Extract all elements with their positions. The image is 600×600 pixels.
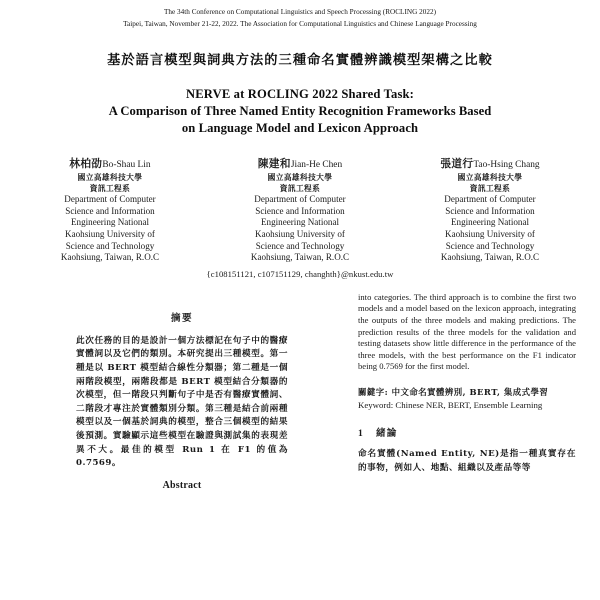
author-name-chinese-2: 陳建和: [257, 157, 291, 170]
affiliation-chinese-3-line-2: 資訊工程系: [469, 183, 511, 193]
affiliation-english-2-line-3: Engineering National: [260, 217, 340, 228]
author-name-english-2: Jian-He Chen: [290, 159, 343, 170]
affiliation-chinese-3-line-1: 國立高雄科技大學: [457, 172, 523, 182]
affiliation-english-1-line-5: Science and Technology: [65, 240, 155, 251]
conference-header-line-2: Taipei, Taiwan, November 21-22, 2022. The Association for Computational Linguistics and Chinese Language Processing: [123, 19, 477, 28]
paper-title-english-line-2: A Comparison of Three Named Entity Recognition Frameworks Based: [108, 104, 492, 119]
abstract-heading-english: Abstract: [162, 479, 202, 491]
affiliation-english-1-line-1: Department of Computer: [64, 194, 156, 205]
keywords-english: Keyword: Chinese NER, BERT, Ensemble Learning: [358, 399, 543, 410]
author-name-english-3: Tao-Hsing Chang: [473, 159, 540, 170]
section-title: 緒論: [376, 427, 398, 439]
affiliation-english-1-line-4: Kaohsiung University of: [65, 228, 155, 239]
author-emails: {c108151121, c107151129, changhth}@nkust.edu.tw: [206, 268, 394, 279]
affiliation-english-3-line-3: Engineering National: [450, 217, 530, 228]
affiliation-english-3-line-4: Kaohsiung University of: [445, 228, 535, 239]
affiliation-english-3-line-5: Science and Technology: [445, 240, 535, 251]
body-columns: [0, 292, 600, 491]
section-heading-introduction: [358, 425, 576, 439]
abstract-body-chinese: 此次任務的目的是設計一個方法標記在句子中的醫療實體詞以及它們的類別。本研究提出三種模型。第一種是以 BERT 模型結合線性分類器；第二種是一個兩階段模型，兩階段都是 BERT 模型結合分類器的次模型，但一階段只判斷句子中是否有醫療實體詞、二階段才專注於實體類別分類。第三種是結合前兩種模型以及一個基於詞典的模型，整合三個模型的結果後預測。實驗顯示這些模型在驗證與測試集的表現差異不大。最佳的模型 Run 1 在 F1 的值為 0.7569。: [76, 335, 288, 469]
paper-title-english-line-3: on Language Model and Lexicon Approach: [181, 121, 419, 136]
affiliation-english-1-line-3: Engineering National: [70, 217, 150, 228]
title-block: [0, 52, 600, 138]
affiliation-chinese-1-line-2: 資訊工程系: [89, 183, 131, 193]
affiliation-english-3-line-6: Kaohsiung, Taiwan, R.O.C: [440, 252, 540, 263]
conference-header: [0, 0, 600, 30]
affiliation-chinese-2-line-2: 資訊工程系: [279, 183, 321, 193]
paper-title-english-line-1: NERVE at ROCLING 2022 Shared Task:: [185, 87, 414, 101]
author-name-chinese-1: 林柏劭: [69, 157, 103, 170]
affiliation-english-2-line-4: Kaohsiung University of: [255, 228, 345, 239]
author-name-2: [214, 158, 386, 172]
paper-title-chinese: 基於語言模型與詞典方法的三種命名實體辨識模型架構之比較: [107, 53, 493, 68]
affiliation-english-2-line-2: Science and Information: [255, 205, 345, 216]
affiliation-chinese-1-line-1: 國立高雄科技大學: [77, 172, 143, 182]
abstract-body-english: into categories. The third approach is to combine the first two models and a model based on the lexicon approach, integrating the outputs of the three models and making predictions. The prediction results of the three models for the validation and testing datasets show little difference in the performance of the three models, with the best performance on the F1 indicator being 0.7569 for the first model.: [358, 291, 576, 372]
author-entry-3: [404, 158, 576, 264]
section-number: 1: [358, 427, 363, 439]
author-name-chinese-3: 張道行: [440, 157, 474, 170]
paper-title-english: [36, 86, 564, 138]
author-name-3: [404, 158, 576, 172]
author-entry-1: [24, 158, 196, 264]
author-name-english-1: Bo-Shau Lin: [102, 159, 151, 170]
affiliation-english-1-line-2: Science and Information: [65, 205, 155, 216]
section-body-introduction: 命名實體(Named Entity, NE)是指一種真實存在的事物，例如人、地點、組織以及產品等等: [358, 448, 576, 473]
column-left: [24, 292, 288, 491]
conference-header-line-1: The 34th Conference on Computational Linguistics and Speech Processing (ROCLING 2022): [164, 8, 436, 16]
affiliation-english-3-line-2: Science and Information: [445, 205, 535, 216]
affiliation-english-3-line-1: Department of Computer: [444, 194, 536, 205]
author-name-1: [24, 158, 196, 172]
column-right: [358, 292, 576, 475]
keywords-block: [358, 386, 576, 411]
keywords-chinese: 關鍵字: 中文命名實體辨別, BERT, 集成式學習: [358, 386, 549, 397]
affiliation-english-1-line-6: Kaohsiung, Taiwan, R.O.C: [60, 252, 160, 263]
abstract-heading-chinese: 摘要: [170, 312, 194, 324]
affiliation-english-2-line-1: Department of Computer: [254, 194, 346, 205]
author-block: [0, 158, 600, 264]
affiliation-english-2-line-6: Kaohsiung, Taiwan, R.O.C: [250, 252, 350, 263]
affiliation-chinese-2-line-1: 國立高雄科技大學: [267, 172, 333, 182]
affiliation-english-2-line-5: Science and Technology: [255, 240, 345, 251]
author-entry-2: [214, 158, 386, 264]
